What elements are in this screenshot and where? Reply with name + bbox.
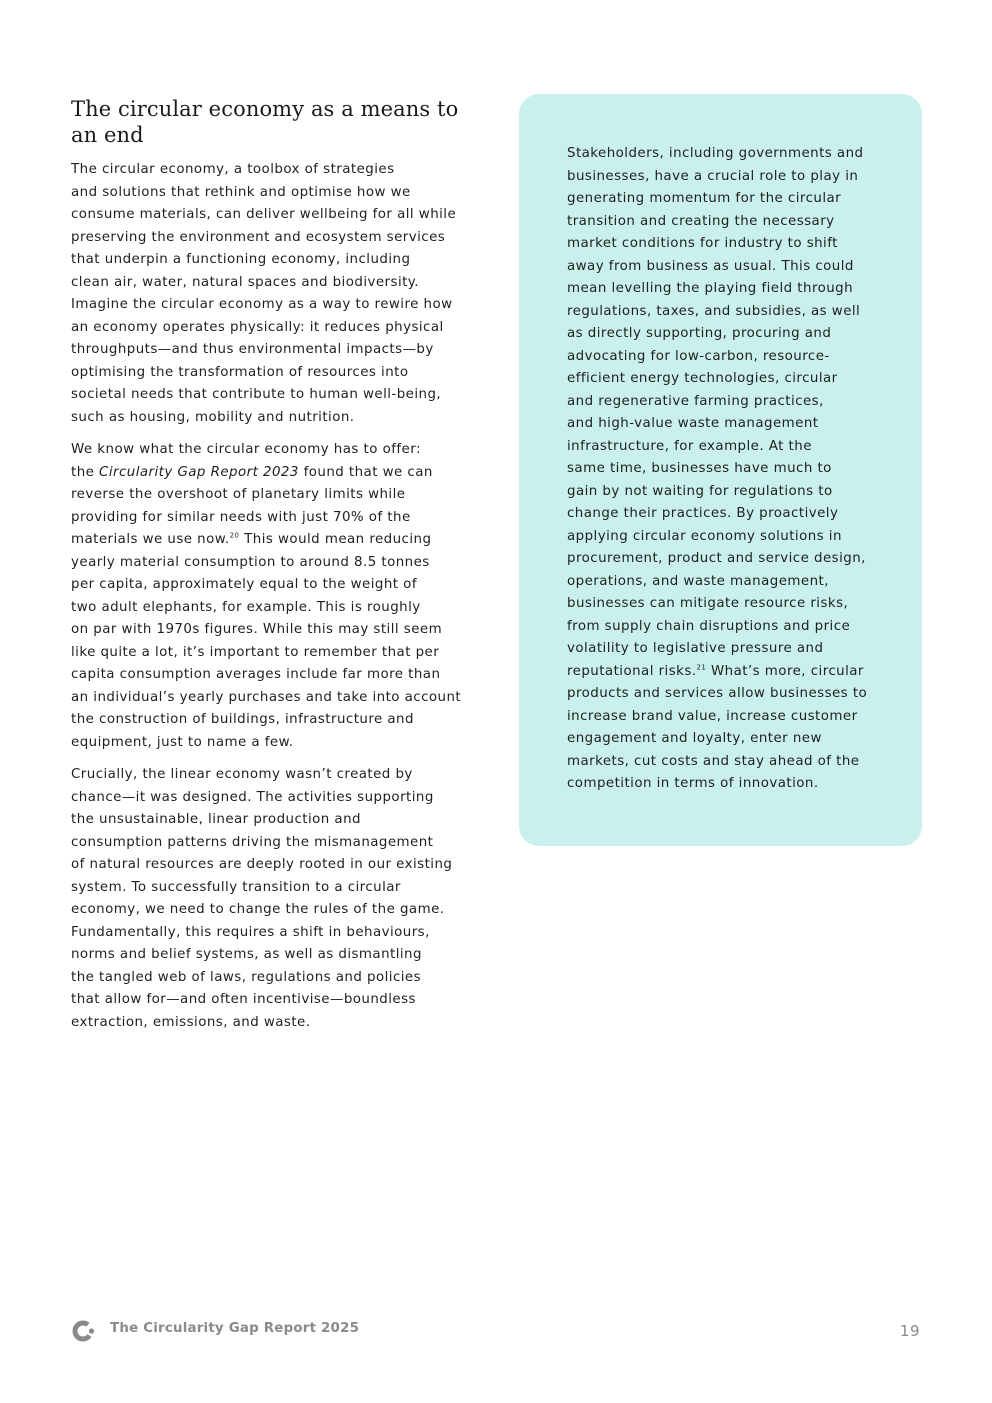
callout-text (567, 143, 897, 796)
page-number: 19 (899, 1322, 920, 1340)
footer-report-title: The Circularity Gap Report 2025 (110, 1321, 360, 1336)
body-paragraph-2 (71, 439, 471, 754)
circle-c-logo-icon (71, 1319, 95, 1343)
paragraph-2-tail: This would mean reducing yearly material consumption to around 8.5 tonnes per capita, approximately equal to the weight of two adult elephants, for example. This is roughly on par with 1970s figures. While this may still seem like quite a lot, it’s important to remember that per capita consumption averages include far more than an individual’s yearly purchases and take into account the construction of buildings, infrastructure and equipment, just to name a few. (71, 532, 462, 750)
body-paragraph-3: Crucially, the linear economy wasn’t created by chance—it was designed. The activities supporting the unsustainable, linear production and consumption patterns driving the mismanagement of natural resources are deeply rooted in our existing system. To successfully transition to a circular economy, we need to change the rules of the game. Fundamentally, this requires a shift in behaviours, norms and belief systems, as well as dismantling the tangled web of laws, regulations and policies that allow for—and often incentivise—boundless extraction, emissions, and waste. (71, 767, 453, 1030)
stakeholders-callout-box (519, 94, 922, 846)
body-paragraph-1: The circular economy, a toolbox of strategies and solutions that rethink and optimise how we consume materials, can deliver wellbeing for all while preserving the environment and ecosystem services that underpin a functioning economy, including clean air, water, natural spaces and biodiversity. Imagine the circular economy as a way to rewire how an economy operates physically: it reduces physical throughputs—and thus environmental impacts—by optimising the transformation of resources into societal needs that contribute to human well-being, such as housing, mobility and nutrition. (71, 162, 457, 425)
footnote-ref-20[interactable]: 20 (229, 531, 240, 540)
callout-text-lead: Stakeholders, including governments and businesses, have a crucial role to play in generating momentum for the circular transition and creating the necessary market conditions for industry to shift away from business as usual. This could mean levelling the playing field through regulations, taxes, and subsidies, as well as directly supporting, procuring and advocating for low-carbon, resource- efficient energy technologies, circular and regenerative farming practices, and high-value waste management infrastructure, for example. At the same time, businesses have much to gain by not waiting for regulations to change their practices. By proactively applying circular economy solutions in procurement, product and service design, operations, and waste management, businesses can mitigate resource risks, from supply chain disruptions and price volatility to legislative pressure and reputational risks. (567, 146, 866, 679)
footnote-ref-21[interactable]: 21 (696, 663, 707, 672)
paragraph-2-lead: We know what the circular economy has to offer: the (71, 442, 421, 480)
section-heading: The circular economy as a means to an end (71, 97, 459, 147)
callout-text-tail: What’s more, circular products and services allow businesses to increase brand value, increase customer engagement and loyalty, enter new markets, cut costs and stay ahead of the competition in terms of innovation. (567, 663, 868, 791)
report-title-citation: Circularity Gap Report 2023 (99, 464, 299, 480)
paragraph-2-middle: found that we can reverse the overshoot of planetary limits while providing for similar needs with just 70% of the materials we use now. (71, 464, 433, 547)
main-text-column (71, 96, 471, 1044)
